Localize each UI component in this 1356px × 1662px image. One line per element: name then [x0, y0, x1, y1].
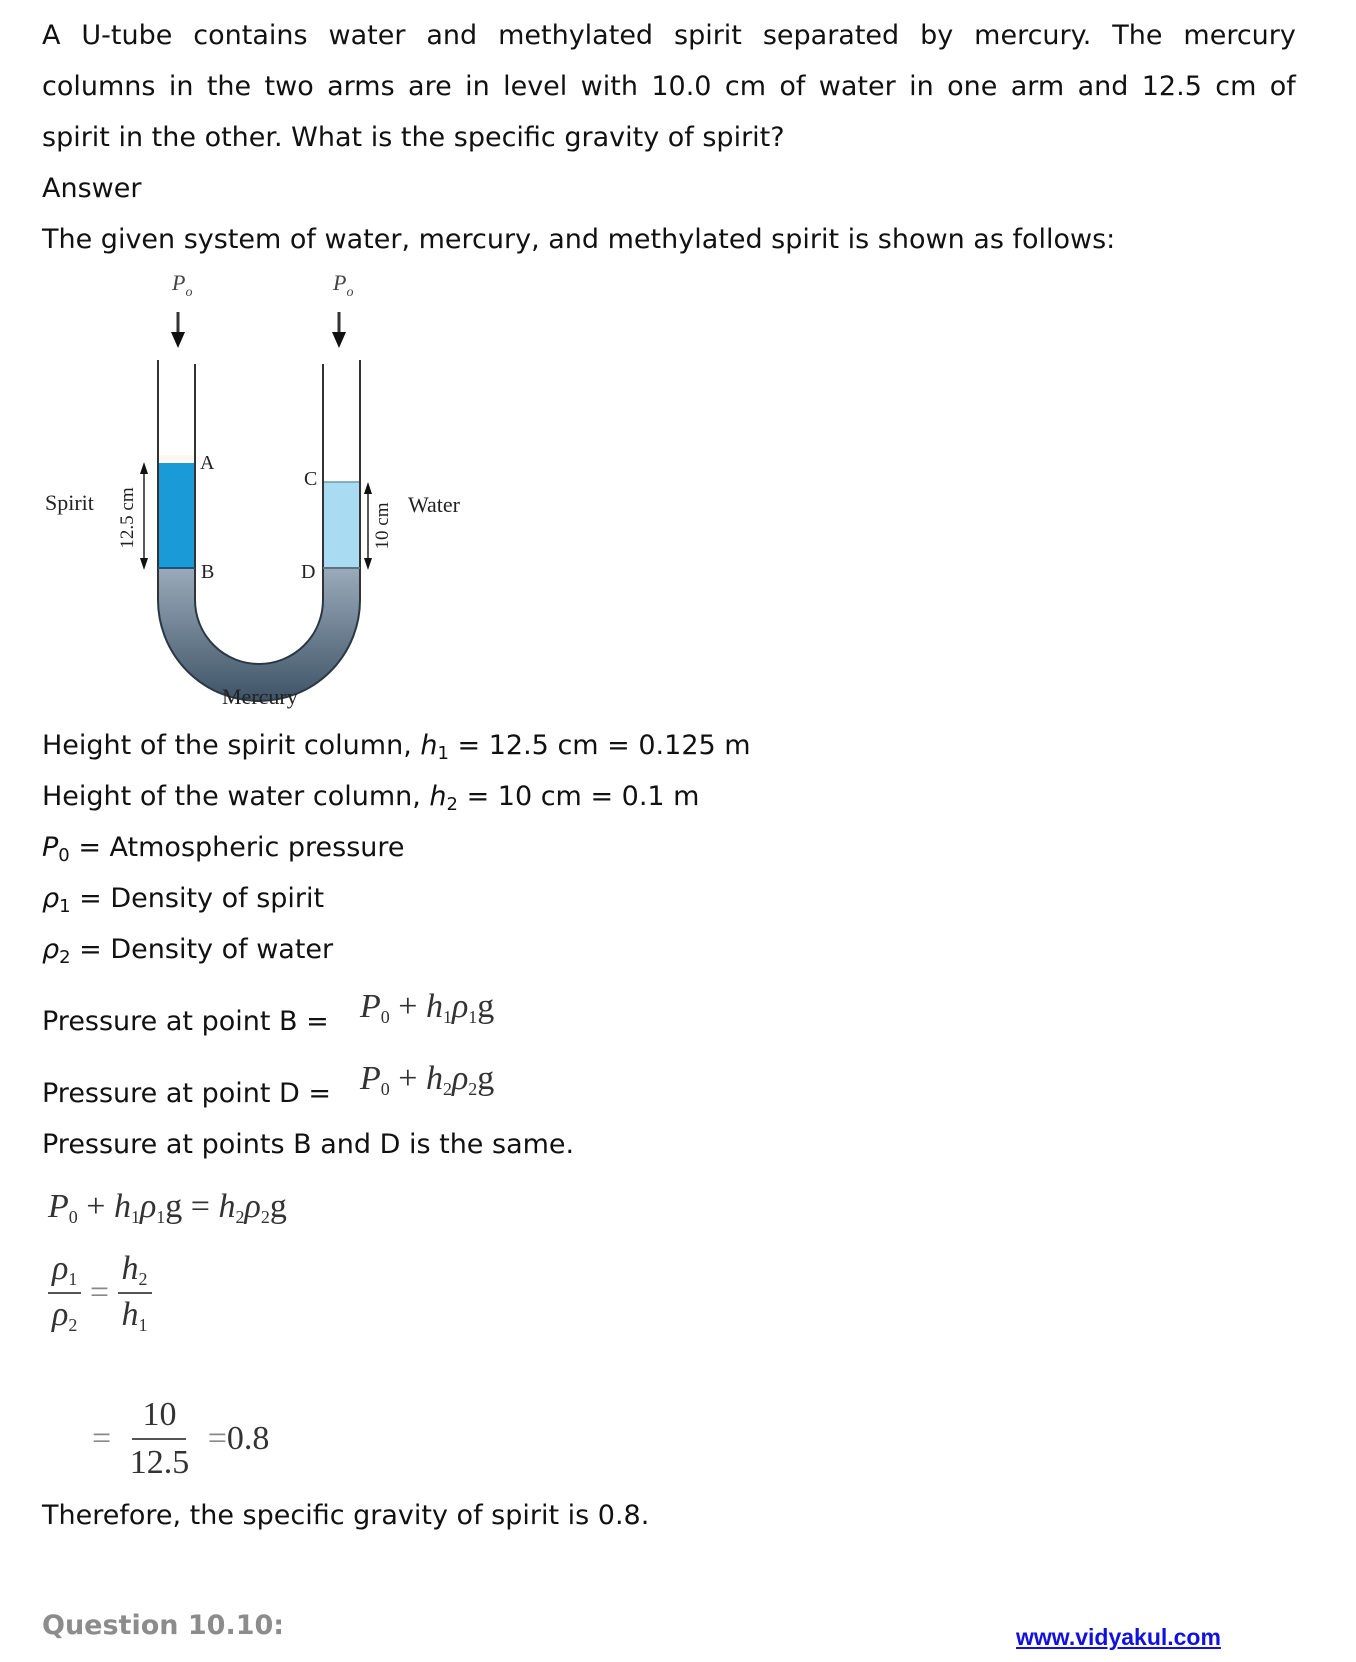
left-pressure-label: $P_o$	[172, 270, 193, 300]
question-line-2	[42, 73, 1296, 100]
question-word: water	[818, 71, 896, 102]
water-label: Water	[408, 492, 460, 517]
height-fraction: $\frac{h_2}{h_1}$	[118, 1252, 152, 1334]
question-word: are	[408, 71, 452, 102]
question-word: of	[779, 71, 806, 102]
question-word: mercury	[1183, 20, 1296, 51]
water-column	[323, 482, 360, 568]
u-tube-diagram	[0, 260, 520, 720]
question-word: in	[909, 71, 934, 102]
rho1-definition: $\rho_1$ = Density of spirit	[42, 883, 325, 917]
numeric-calculation: = $\frac{10}{12.5}$ =0.8	[92, 1396, 270, 1481]
h2-definition: Height of the water column, $h_2 = 10$ cm = 0.1 m	[42, 781, 700, 815]
question-word: spirit	[674, 20, 742, 51]
density-fraction: $\frac{\rho_1}{\rho_2}$	[48, 1252, 81, 1334]
point-c-label: C	[304, 468, 318, 490]
spirit-label: Spirit	[45, 490, 94, 515]
question-word: of	[1269, 71, 1296, 102]
point-d-label: D	[301, 561, 316, 583]
point-b-label: B	[201, 561, 215, 583]
question-word: The	[1112, 20, 1163, 51]
question-word: methylated	[498, 20, 654, 51]
question-line-3: spirit in the other. What is the specific gravity of spirit?	[42, 122, 785, 153]
question-word: two	[264, 71, 314, 102]
question-word: contains	[193, 20, 308, 51]
spirit-height-label: 12.5 cm	[117, 487, 138, 549]
spirit-column	[159, 463, 195, 568]
left-pressure-arrow-icon	[171, 312, 185, 348]
answer-heading: Answer	[42, 173, 142, 204]
intro-text: The given system of water, mercury, and methylated spirit is shown as follows:	[42, 224, 1116, 255]
question-word: 10.0	[651, 71, 712, 102]
question-word: one	[947, 71, 998, 102]
question-word: cm	[724, 71, 766, 102]
right-pressure-label: $P_o$	[333, 270, 354, 300]
question-word: in	[168, 71, 194, 102]
question-word: arm	[1010, 71, 1065, 102]
question-word: arms	[327, 71, 395, 102]
pressure-d-label: Pressure at point D =	[42, 1078, 332, 1109]
question-word: U-tube	[81, 20, 173, 51]
spirit-height-arrow-icon	[140, 462, 148, 570]
conclusion-text: Therefore, the specific gravity of spirit is 0.8.	[42, 1500, 650, 1531]
footer-website-link[interactable]: www.vidyakul.com	[1016, 1624, 1221, 1650]
point-a-label: A	[200, 452, 215, 474]
question-word: with	[580, 71, 638, 102]
pressure-b-formula: $P_0 + h_1\rho_1g$	[360, 988, 495, 1027]
question-word: cm	[1215, 71, 1257, 102]
question-word: by	[920, 20, 954, 51]
pressure-d-formula: $P_0 + h_2\rho_2g$	[360, 1060, 495, 1099]
question-word: 12.5	[1141, 71, 1202, 102]
water-height-arrow-icon	[364, 482, 372, 570]
question-word: the	[206, 71, 252, 102]
mercury-column	[158, 568, 360, 701]
h1-definition: Height of the spirit column, $h_1 = 12.5$ cm = 0.125 m	[42, 730, 751, 764]
question-word: level	[503, 71, 568, 102]
p0-definition: $P_0$ = Atmospheric pressure	[42, 832, 405, 866]
question-word: and	[426, 20, 478, 51]
question-word: A	[42, 20, 61, 51]
question-word: separated	[762, 20, 900, 51]
rho2-definition: $\rho_2$ = Density of water	[42, 934, 334, 968]
balance-equation: $P_0 + h_1\rho_1g = h_2\rho_2g$	[48, 1188, 287, 1227]
question-word: columns	[42, 71, 156, 102]
right-pressure-arrow-icon	[332, 312, 346, 348]
mercury-label: Mercury	[222, 684, 298, 709]
question-word: in	[465, 71, 490, 102]
pressure-equality-statement: Pressure at points B and D is the same.	[42, 1129, 575, 1160]
pressure-b-label: Pressure at point B =	[42, 1006, 329, 1037]
question-word: water	[328, 20, 406, 51]
question-word: mercury.	[974, 20, 1092, 51]
question-word: and	[1077, 71, 1129, 102]
density-ratio-equation: $\frac{\rho_1}{\rho_2}$ = $\frac{h_2}{h_1}$	[48, 1252, 152, 1334]
next-question-heading: Question 10.10:	[42, 1610, 285, 1641]
water-height-label: 10 cm	[372, 502, 393, 550]
question-line-1	[42, 22, 1296, 49]
